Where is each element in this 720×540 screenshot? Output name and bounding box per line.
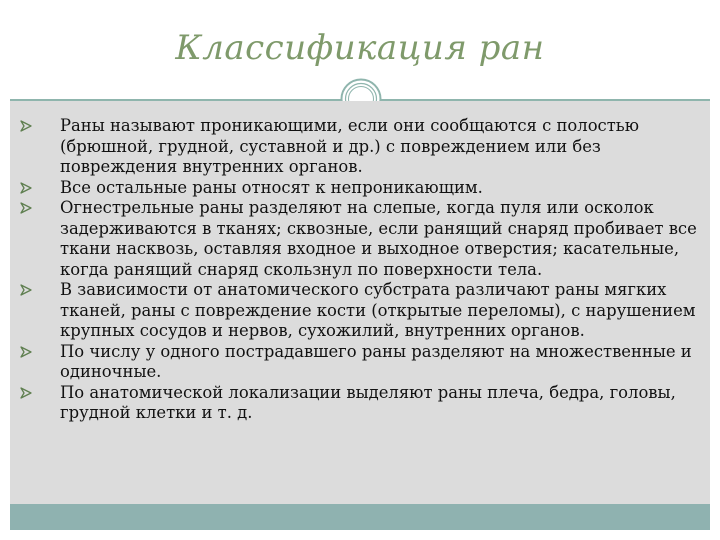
footer-bar <box>10 504 710 530</box>
arrowhead-bullet-icon <box>20 346 32 358</box>
bullet-text: По анатомической локализации выделяют раны плеча, бедра, головы, грудной клетки и т. д. <box>60 382 676 422</box>
bullet-item <box>20 178 700 199</box>
arrowhead-bullet-icon <box>20 284 32 296</box>
arrowhead-bullet-icon <box>20 387 32 399</box>
bullet-list <box>20 116 700 424</box>
bullet-text: Все остальные раны относят к непроникающим. <box>60 177 483 197</box>
bullet-text: По числу у одного пострадавшего раны разделяют на множественные и одиночные. <box>60 341 692 381</box>
bullet-text: Огнестрельные раны разделяют на слепые, когда пуля или осколок задерживаются в тканях; сквозные, если ранящий снаряд пробивает все ткани насквозь, оставляя входное и выходное отверстия; касательные, когда ранящий снаряд скользнул по поверхности тела. <box>60 198 697 279</box>
slide-title: Классификация ран <box>175 28 545 68</box>
arrowhead-bullet-icon <box>20 182 32 194</box>
arrowhead-bullet-icon <box>20 202 32 214</box>
bullet-item <box>20 280 700 342</box>
bullet-item <box>20 383 700 424</box>
arrowhead-bullet-icon <box>20 120 32 132</box>
bullet-text: Раны называют проникающими, если они сообщаются с полостью (брюшной, грудной, суставной и др.) с повреждением или без повреждения внутренних органов. <box>60 116 640 176</box>
bullet-item <box>20 342 700 383</box>
bullet-item <box>20 198 700 280</box>
bullet-item <box>20 116 700 178</box>
bullet-text: В зависимости от анатомического субстрата различают раны мягких тканей, раны с повреждение кости (открытые переломы), с нарушением крупных сосудов и нервов, сухожилий, внутренних органов. <box>60 280 696 340</box>
